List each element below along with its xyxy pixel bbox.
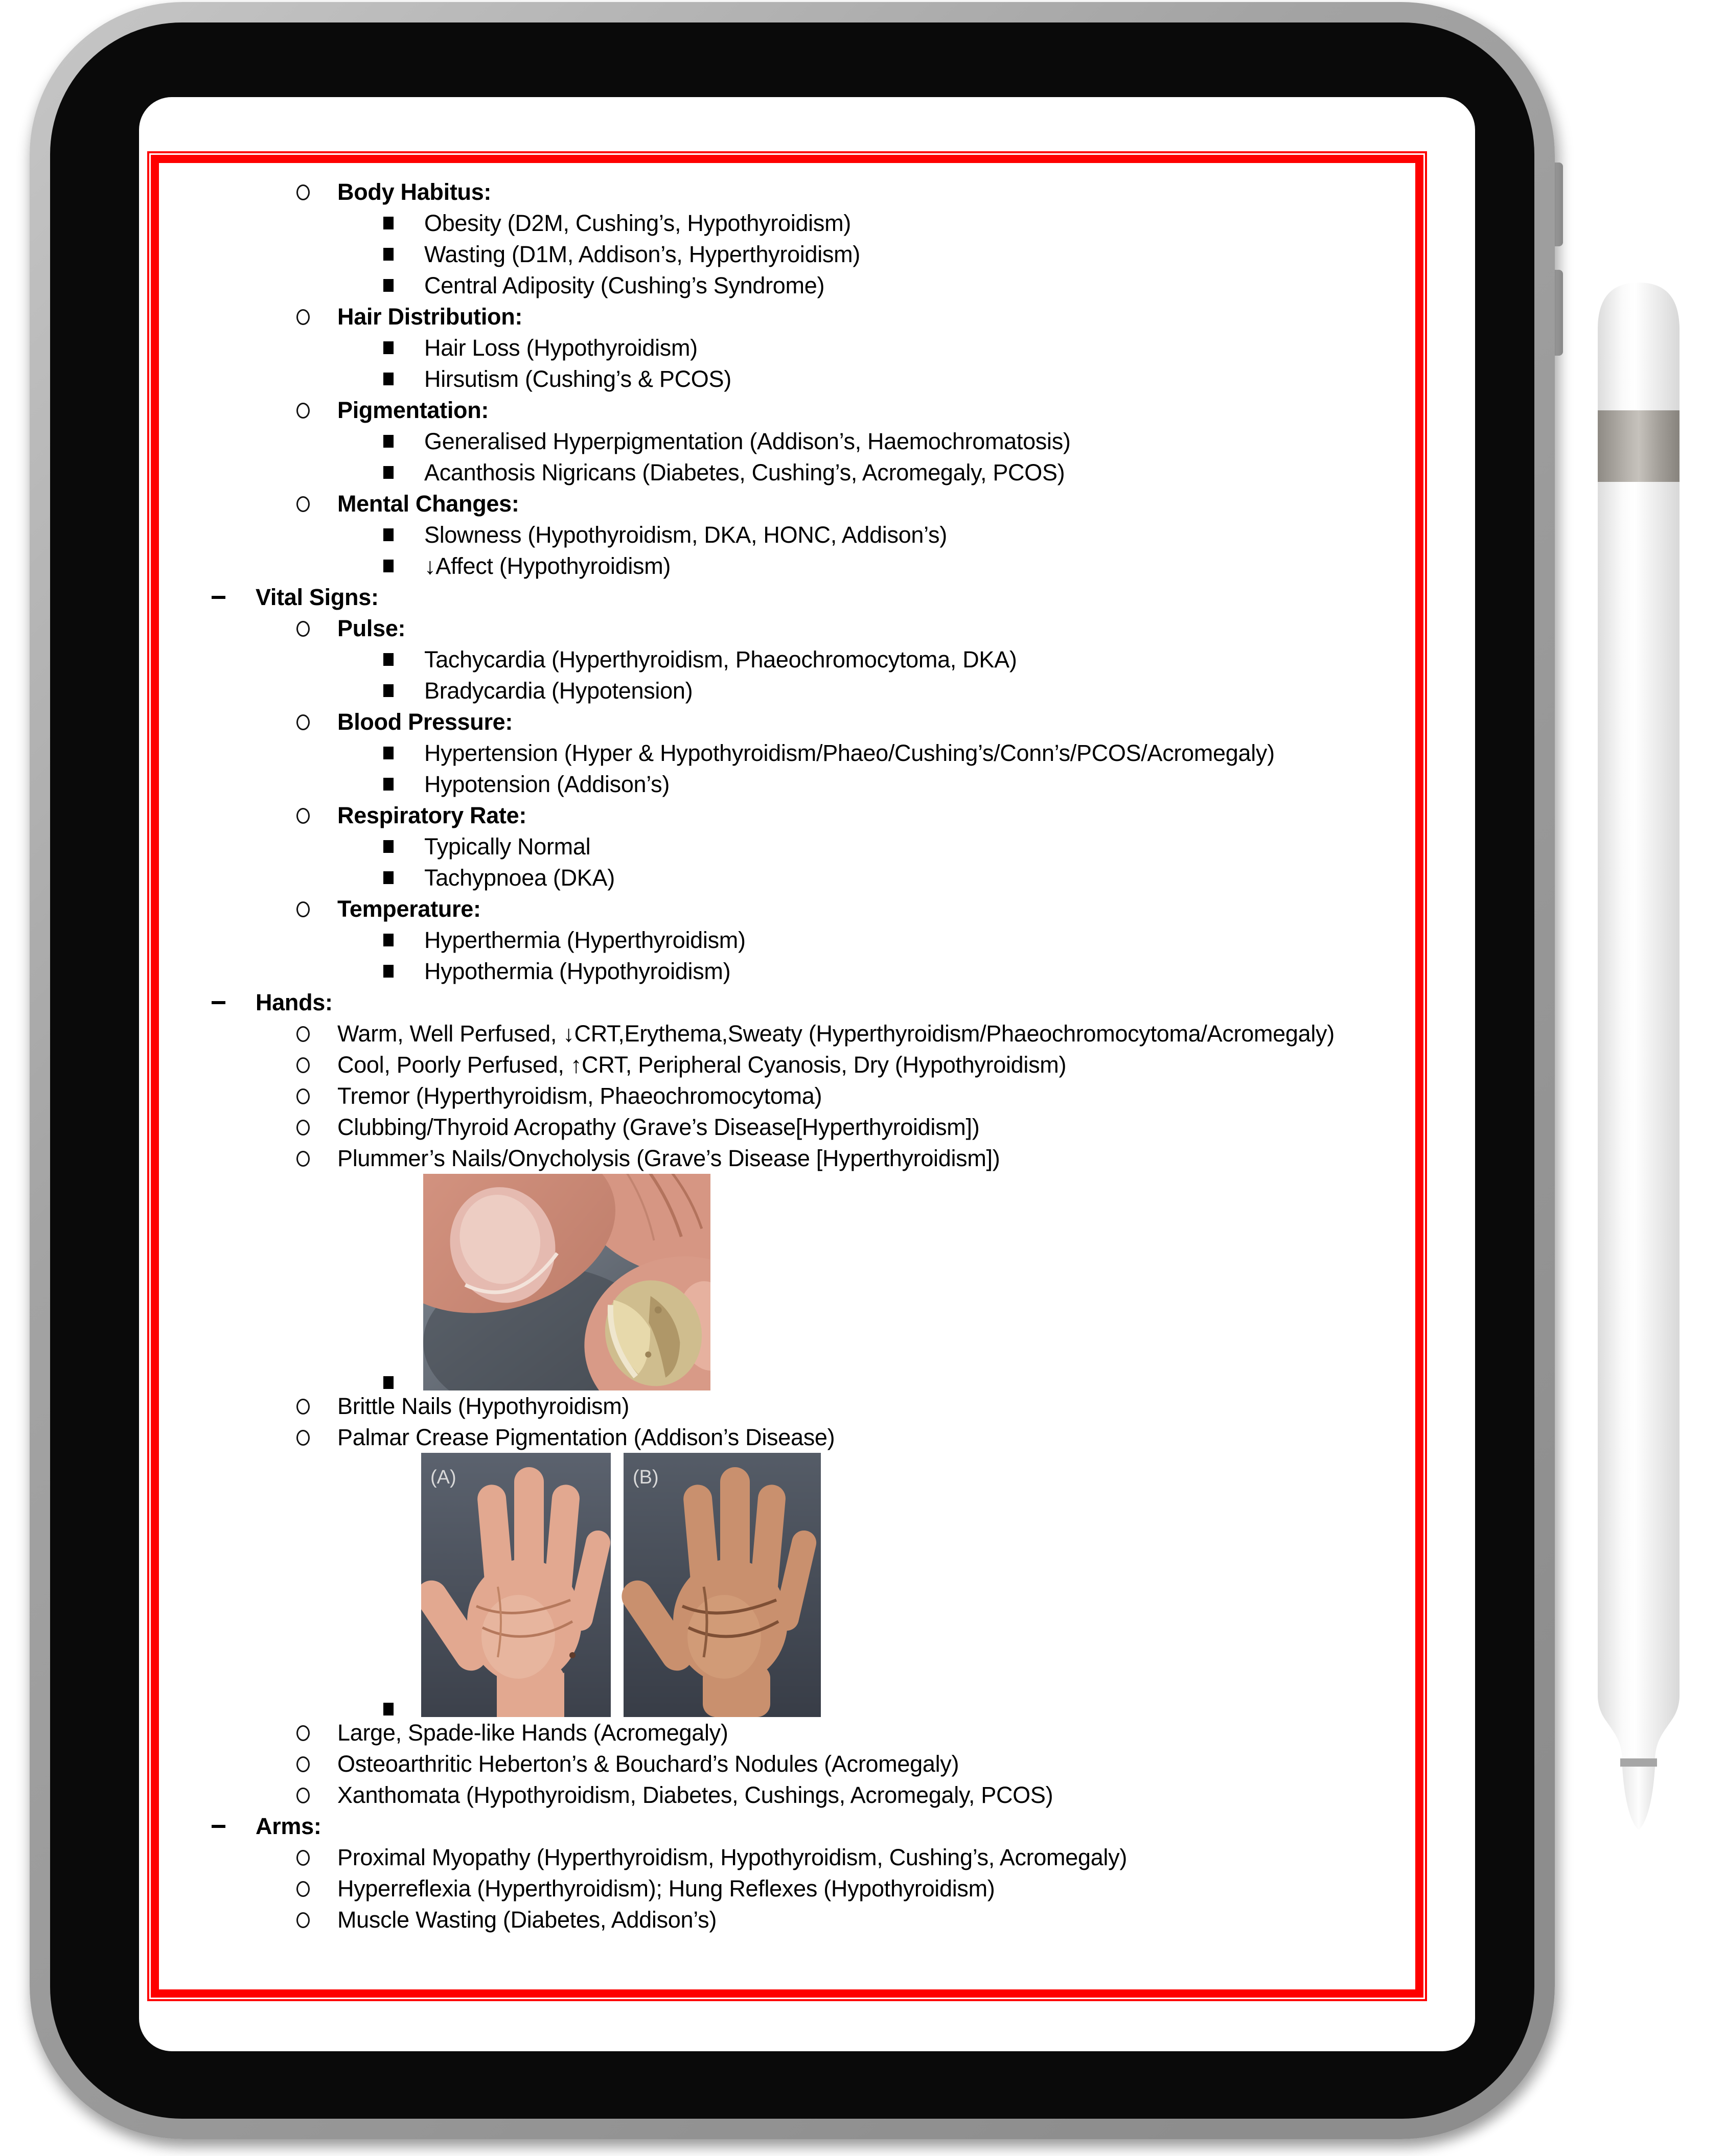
circle-bullet-icon xyxy=(296,808,310,824)
list-item-text: Palmar Crease Pigmentation (Addison’s Disease) xyxy=(337,1424,835,1450)
circle-bullet-icon xyxy=(296,901,310,917)
circle-bullet-icon xyxy=(296,1088,310,1104)
square-bullet-icon xyxy=(383,965,394,978)
list-item-text: Proximal Myopathy (Hyperthyroidism, Hypothyroidism, Cushing’s, Acromegaly) xyxy=(337,1844,1128,1870)
list-item-text: ↓Affect (Hypothyroidism) xyxy=(424,553,671,579)
square-bullet-icon xyxy=(383,1703,394,1715)
list-item-text: Obesity (D2M, Cushing’s, Hypothyroidism) xyxy=(424,210,851,236)
circle-bullet-icon xyxy=(296,309,310,325)
square-bullet-icon xyxy=(383,341,394,354)
list-item-text: Generalised Hyperpigmentation (Addison’s, Haemochromatosis) xyxy=(424,428,1071,454)
list-item-text: Muscle Wasting (Diabetes, Addison’s) xyxy=(337,1907,717,1933)
square-bullet-icon xyxy=(383,778,394,791)
circle-bullet-icon xyxy=(296,1912,310,1928)
circle-bullet-icon xyxy=(296,1151,310,1167)
square-bullet-icon xyxy=(383,279,394,292)
square-bullet-icon xyxy=(383,934,394,946)
list-item-text: Body Habitus: xyxy=(337,179,492,205)
list-item-text: Vital Signs: xyxy=(256,584,379,610)
square-bullet-icon xyxy=(383,871,394,884)
square-bullet-icon xyxy=(383,684,394,697)
list-item-text: Xanthomata (Hypothyroidism, Diabetes, Cushings, Acromegaly, PCOS) xyxy=(337,1782,1053,1808)
square-bullet-icon xyxy=(383,435,394,448)
list-item-text: Hair Distribution: xyxy=(337,304,523,330)
list-item-text: Arms: xyxy=(256,1813,321,1839)
square-bullet-icon xyxy=(383,653,394,666)
circle-bullet-icon xyxy=(296,1399,310,1415)
square-bullet-icon xyxy=(383,373,394,385)
list-item-text: Temperature: xyxy=(337,896,481,922)
stylus-tip xyxy=(1622,1767,1655,1830)
circle-bullet-icon xyxy=(296,1026,310,1042)
square-bullet-icon xyxy=(383,747,394,759)
panel-a-label: (A) xyxy=(430,1467,456,1488)
panel-b-label: (B) xyxy=(633,1467,659,1488)
list-item-text: Tachycardia (Hyperthyroidism, Phaeochromocytoma, DKA) xyxy=(424,646,1017,673)
list-item-text: Hyperthermia (Hyperthyroidism) xyxy=(424,927,746,953)
circle-bullet-icon xyxy=(296,1430,310,1446)
list-item-text: Hair Loss (Hypothyroidism) xyxy=(424,335,698,361)
list-item-text: Wasting (D1M, Addison’s, Hyperthyroidism) xyxy=(424,241,860,267)
palmar-crease-pigmentation-photo xyxy=(421,1453,821,1717)
square-bullet-icon xyxy=(383,1376,394,1389)
circle-bullet-icon xyxy=(296,403,310,419)
list-item-text: Slowness (Hypothyroidism, DKA, HONC, Addison’s) xyxy=(424,522,947,548)
list-item-text: Cool, Poorly Perfused, ↑CRT, Peripheral Cyanosis, Dry (Hypothyroidism) xyxy=(337,1052,1067,1078)
list-item-text: Acanthosis Nigricans (Diabetes, Cushing’s, Acromegaly, PCOS) xyxy=(424,459,1065,485)
list-item-text: Tachypnoea (DKA) xyxy=(424,865,615,891)
list-item-text: Blood Pressure: xyxy=(337,709,513,735)
circle-bullet-icon xyxy=(296,496,310,512)
list-item-text: Typically Normal xyxy=(424,833,591,860)
dash-bullet-icon xyxy=(212,596,225,599)
square-bullet-icon xyxy=(383,560,394,572)
list-item-text: Brittle Nails (Hypothyroidism) xyxy=(337,1393,630,1419)
stylus-ring xyxy=(1620,1758,1657,1767)
list-item-text: Plummer’s Nails/Onycholysis (Grave’s Disease [Hyperthyroidism]) xyxy=(337,1145,1000,1171)
circle-bullet-icon xyxy=(296,184,310,200)
list-item-text: Hypothermia (Hypothyroidism) xyxy=(424,958,731,984)
list-item-text: Mental Changes: xyxy=(337,491,519,517)
circle-bullet-icon xyxy=(296,1120,310,1135)
stylus-body xyxy=(1598,283,1680,1758)
list-item-text: Central Adiposity (Cushing’s Syndrome) xyxy=(424,272,825,298)
list-item-text: Tremor (Hyperthyroidism, Phaeochromocytoma) xyxy=(337,1083,822,1109)
dash-bullet-icon xyxy=(212,1001,225,1004)
circle-bullet-icon xyxy=(296,1756,310,1772)
square-bullet-icon xyxy=(383,466,394,479)
stylus-band xyxy=(1598,410,1680,482)
circle-bullet-icon xyxy=(296,1850,310,1866)
dash-bullet-icon xyxy=(212,1825,225,1828)
circle-bullet-icon xyxy=(296,621,310,637)
circle-bullet-icon xyxy=(296,1057,310,1073)
square-bullet-icon xyxy=(383,248,394,261)
list-item-text: Osteoarthritic Heberton’s & Bouchard’s Nodules (Acromegaly) xyxy=(337,1751,959,1777)
list-item-text: Pulse: xyxy=(337,615,406,641)
stylus xyxy=(1595,279,1683,1835)
list-item-text: Hands: xyxy=(256,989,333,1015)
list-item-text: Clubbing/Thyroid Acropathy (Grave’s Disease[Hyperthyroidism]) xyxy=(337,1114,980,1140)
list-item-text: Pigmentation: xyxy=(337,397,489,423)
square-bullet-icon xyxy=(383,840,394,853)
circle-bullet-icon xyxy=(296,1725,310,1741)
list-item-text: Warm, Well Perfused, ↓CRT,Erythema,Sweaty (Hyperthyroidism/Phaeochromocytoma/Acromegaly) xyxy=(337,1021,1335,1047)
list-item-text: Hypertension (Hyper & Hypothyroidism/Phaeo/Cushing’s/Conn’s/PCOS/Acromegaly) xyxy=(424,740,1275,766)
list-item-text: Large, Spade-like Hands (Acromegaly) xyxy=(337,1720,728,1746)
circle-bullet-icon xyxy=(296,1881,310,1897)
square-bullet-icon xyxy=(383,217,394,229)
list-item-text: Hirsutism (Cushing’s & PCOS) xyxy=(424,366,731,392)
list-item-text: Hypotension (Addison’s) xyxy=(424,771,670,797)
circle-bullet-icon xyxy=(296,714,310,730)
square-bullet-icon xyxy=(383,528,394,541)
onycholysis-nails-photo xyxy=(423,1174,710,1390)
list-item-text: Respiratory Rate: xyxy=(337,802,527,828)
list-item-text: Bradycardia (Hypotension) xyxy=(424,678,693,704)
list-item-text: Hyperreflexia (Hyperthyroidism); Hung Reflexes (Hypothyroidism) xyxy=(337,1875,995,1902)
circle-bullet-icon xyxy=(296,1788,310,1803)
